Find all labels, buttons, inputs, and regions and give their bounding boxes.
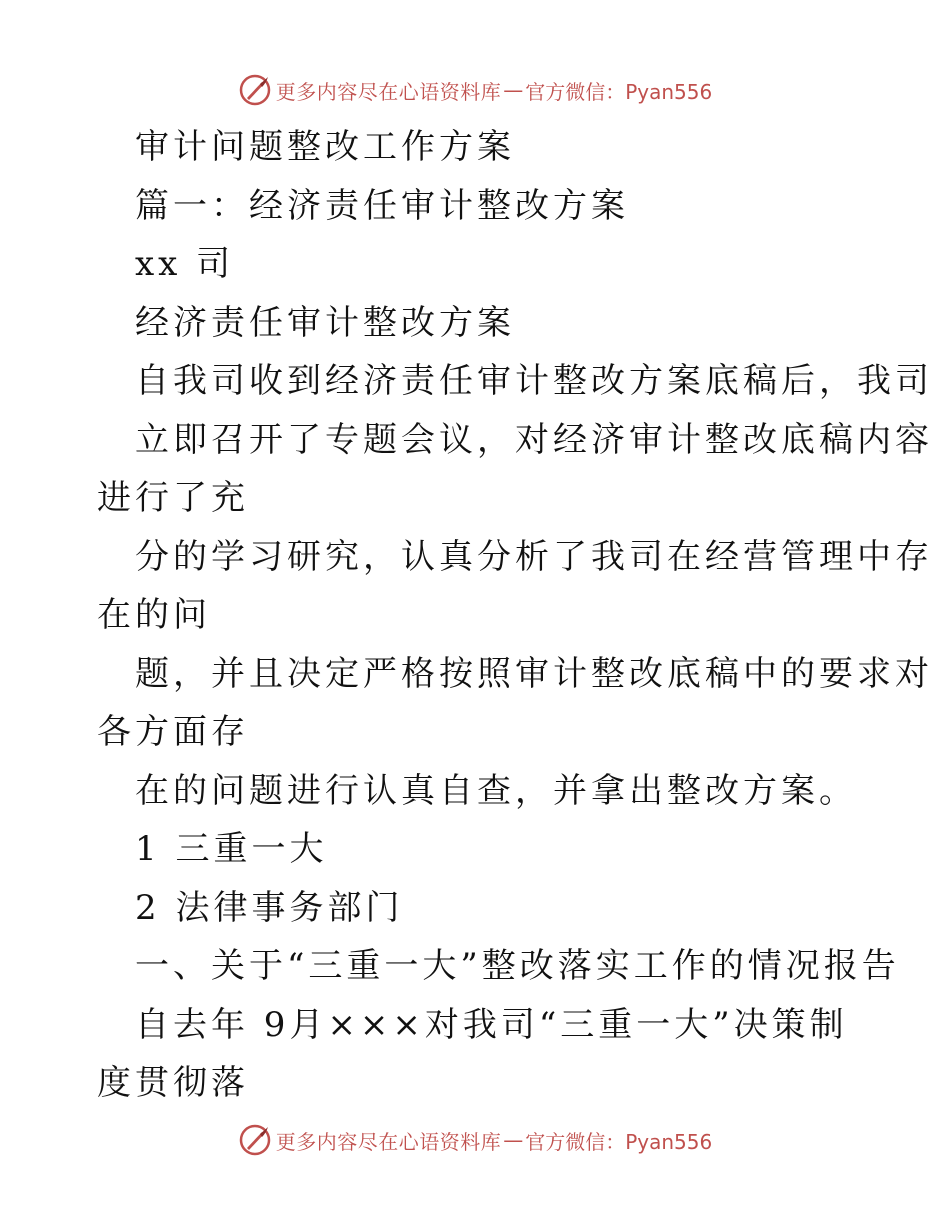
watermark-main-text: 更多内容尽在心语资料库 <box>275 79 502 104</box>
paragraph-line: 进行了充 <box>97 478 249 518</box>
paragraph-line: 分的学习研究，认真分析了我司在经营管理中存 <box>135 536 933 577</box>
quill-logo-icon <box>238 1123 272 1157</box>
paragraph-line: 立即召开了专题会议，对经济审计整改底稿内容 <box>135 419 933 460</box>
company-name: xx 司 <box>135 244 235 284</box>
watermark-wechat-text: 官方微信：Pyan556 <box>525 1129 713 1154</box>
list-item: 2 法律事务部门 <box>135 887 404 928</box>
paragraph-line: 各方面存 <box>97 712 249 752</box>
document-body <box>97 118 933 1113</box>
document-title: 审计问题整改工作方案 <box>135 127 515 167</box>
paragraph-line: 度贯彻落 <box>97 1063 249 1103</box>
quill-logo-icon <box>238 73 272 107</box>
subtitle: 经济责任审计整改方案 <box>135 302 515 343</box>
watermark-separator: — <box>503 78 524 102</box>
header-watermark <box>0 70 950 110</box>
section-heading: 一、关于“三重一大”整改落实工作的情况报告 <box>135 946 900 986</box>
paragraph-line: 在的问 <box>97 595 211 635</box>
watermark-separator: — <box>503 1128 524 1152</box>
footer-watermark <box>0 1120 950 1160</box>
list-item: 1 三重一大 <box>135 829 328 869</box>
watermark-wechat-text: 官方微信：Pyan556 <box>525 79 713 104</box>
section-heading: 篇一：经济责任审计整改方案 <box>135 185 629 226</box>
paragraph-line: 自我司收到经济责任审计整改方案底稿后，我司 <box>135 361 933 401</box>
paragraph-line: 自去年 9月×××对我司“三重一大”决策制 <box>135 1004 848 1045</box>
paragraph-line: 题，并且决定严格按照审计整改底稿中的要求对 <box>135 653 933 694</box>
paragraph-line: 在的问题进行认真自查，并拿出整改方案。 <box>135 770 857 811</box>
watermark-main-text: 更多内容尽在心语资料库 <box>275 1129 502 1154</box>
